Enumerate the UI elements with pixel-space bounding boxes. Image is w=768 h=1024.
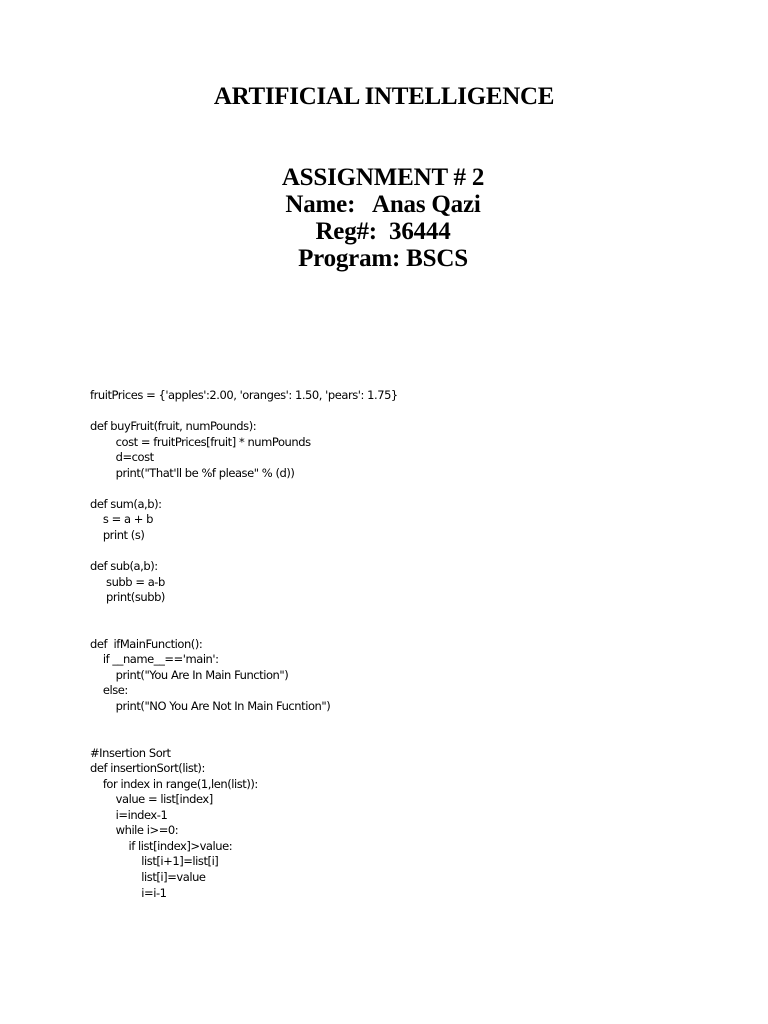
code-line: def sum(a,b): bbox=[90, 496, 162, 511]
code-line: def ifMainFunction(): bbox=[90, 636, 203, 651]
code-line: print(subb) bbox=[90, 590, 165, 605]
code-line: d=cost bbox=[90, 450, 154, 465]
code-line: for index in range(1,len(list)): bbox=[90, 776, 258, 791]
code-line: value = list[index] bbox=[90, 792, 213, 807]
code-line bbox=[90, 714, 398, 730]
code-line bbox=[90, 404, 398, 420]
code-line bbox=[90, 606, 398, 622]
code-line bbox=[90, 543, 398, 559]
code-line: print (s) bbox=[90, 527, 145, 542]
code-line: i=i-1 bbox=[90, 885, 167, 900]
code-listing bbox=[90, 388, 398, 901]
code-line: if list[index]>value: bbox=[90, 838, 233, 853]
assignment-number: ASSIGNMENT # 2 bbox=[281, 164, 485, 191]
code-line: def sub(a,b): bbox=[90, 559, 158, 574]
document-title: ARTIFICIAL INTELLIGENCE bbox=[213, 83, 555, 110]
program: Program: BSCS bbox=[298, 245, 468, 272]
code-line: def insertionSort(list): bbox=[90, 761, 205, 776]
code-line: while i>=0: bbox=[90, 823, 179, 838]
code-line: print("NO You Are Not In Main Fucntion") bbox=[90, 698, 331, 713]
assignment-info bbox=[0, 164, 766, 272]
registration-number: Reg#: 36444 bbox=[315, 218, 451, 245]
code-line: print("You Are In Main Function") bbox=[90, 667, 289, 682]
code-line bbox=[90, 481, 398, 497]
code-line: fruitPrices = {'apples':2.00, 'oranges': 1.50, 'pears': 1.75} bbox=[90, 388, 398, 402]
code-line bbox=[90, 621, 398, 637]
code-line: list[i+1]=list[i] bbox=[90, 854, 219, 869]
code-line: def buyFruit(fruit, numPounds): bbox=[90, 419, 257, 434]
code-line: subb = a-b bbox=[90, 574, 165, 589]
code-line: i=index-1 bbox=[90, 807, 168, 822]
code-line: print("That'll be %f please" % (d)) bbox=[90, 465, 295, 480]
code-line: s = a + b bbox=[90, 512, 154, 527]
student-name: Name: Anas Qazi bbox=[285, 191, 481, 218]
code-line: #Insertion Sort bbox=[90, 745, 171, 760]
code-line bbox=[90, 730, 398, 746]
code-line: list[i]=value bbox=[90, 869, 206, 884]
code-line: cost = fruitPrices[fruit] * numPounds bbox=[90, 434, 311, 449]
code-line: if __name__=='main': bbox=[90, 652, 219, 667]
code-line: else: bbox=[90, 683, 128, 698]
